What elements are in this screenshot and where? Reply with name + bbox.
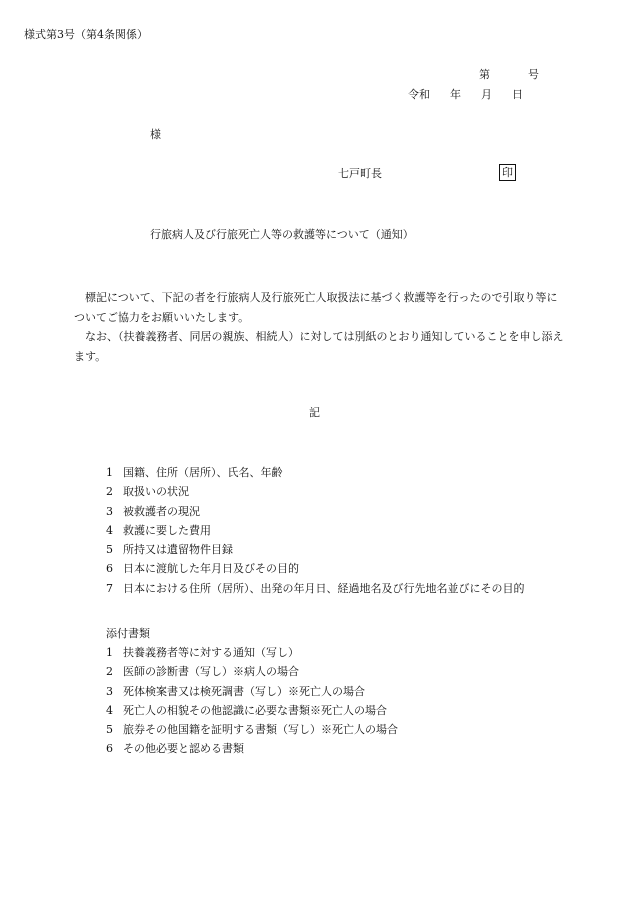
list-item	[106, 505, 525, 524]
item-text: 取扱いの状況	[123, 485, 189, 499]
item-text: 被救護者の現況	[123, 504, 200, 518]
item-number: 4	[106, 703, 113, 717]
list-item	[106, 485, 525, 504]
addressee: 様	[150, 128, 161, 141]
date-day: 日	[512, 88, 523, 101]
item-number: 1	[106, 646, 113, 659]
list-item	[106, 562, 525, 581]
document-number-line	[479, 68, 539, 81]
item-number: 2	[106, 485, 113, 499]
number-prefix: 第	[479, 68, 490, 81]
list-item	[106, 665, 398, 684]
document-subject: 行旅病人及び行旅死亡人等の救護等について（通知）	[150, 228, 414, 241]
date-year: 年	[450, 88, 461, 101]
item-number: 1	[106, 466, 113, 479]
attachments-heading: 添付書類	[106, 627, 150, 640]
item-text: 死体検案書又は検死調書（写し）※死亡人の場合	[123, 684, 365, 698]
item-text: 救護に要した費用	[123, 523, 211, 537]
list-item	[106, 685, 398, 704]
list-item	[106, 524, 525, 543]
list-item	[106, 646, 398, 665]
item-number: 7	[106, 581, 113, 595]
item-number: 3	[106, 504, 113, 518]
item-text: 医師の診断書（写し）※病人の場合	[123, 665, 299, 679]
item-text: 日本における住所（居所）、出発の年月日、経過地名及び行先地名並びにその目的	[123, 581, 525, 595]
items-list	[106, 466, 525, 601]
item-number: 6	[106, 742, 113, 756]
item-text: 旅券その他国籍を証明する書類（写し）※死亡人の場合	[123, 723, 398, 737]
sender-name: 七戸町長	[338, 167, 382, 180]
list-item	[106, 543, 525, 562]
attachments-list	[106, 646, 398, 762]
list-item	[106, 723, 398, 742]
item-number: 3	[106, 684, 113, 698]
item-number: 5	[106, 723, 113, 737]
ki-heading: 記	[309, 406, 320, 419]
body-paragraph-1: 標記について、下記の者を行旅病人及行旅死亡人取扱法に基づく救護等を行ったので引取り等についてご協力をお願いいたします。	[74, 291, 558, 324]
number-suffix: 号	[528, 68, 539, 81]
list-item	[106, 582, 525, 601]
document-body	[74, 288, 564, 366]
list-item	[106, 704, 398, 723]
item-text: 扶養義務者等に対する通知（写し）	[123, 646, 299, 659]
item-number: 4	[106, 523, 113, 537]
list-item	[106, 742, 398, 761]
date-month: 月	[481, 88, 492, 101]
item-text: その他必要と認める書類	[123, 742, 244, 756]
seal-mark: 印	[499, 164, 516, 181]
item-number: 5	[106, 543, 113, 557]
body-paragraph-2: なお、（扶養義務者、同居の親族、相続人）に対しては別紙のとおり通知していることを申し添えます。	[74, 330, 564, 363]
date-era: 令和	[408, 88, 430, 101]
list-item	[106, 466, 525, 485]
item-text: 所持又は遺留物件目録	[123, 543, 233, 557]
form-label: 様式第3号（第4条関係）	[24, 28, 148, 41]
item-text: 国籍、住所（居所）、氏名、年齢	[123, 466, 283, 479]
date-line	[408, 88, 523, 101]
item-text: 日本に渡航した年月日及びその目的	[123, 562, 299, 576]
item-text: 死亡人の相貌その他認識に必要な書類※死亡人の場合	[123, 703, 387, 717]
item-number: 2	[106, 665, 113, 679]
item-number: 6	[106, 562, 113, 576]
